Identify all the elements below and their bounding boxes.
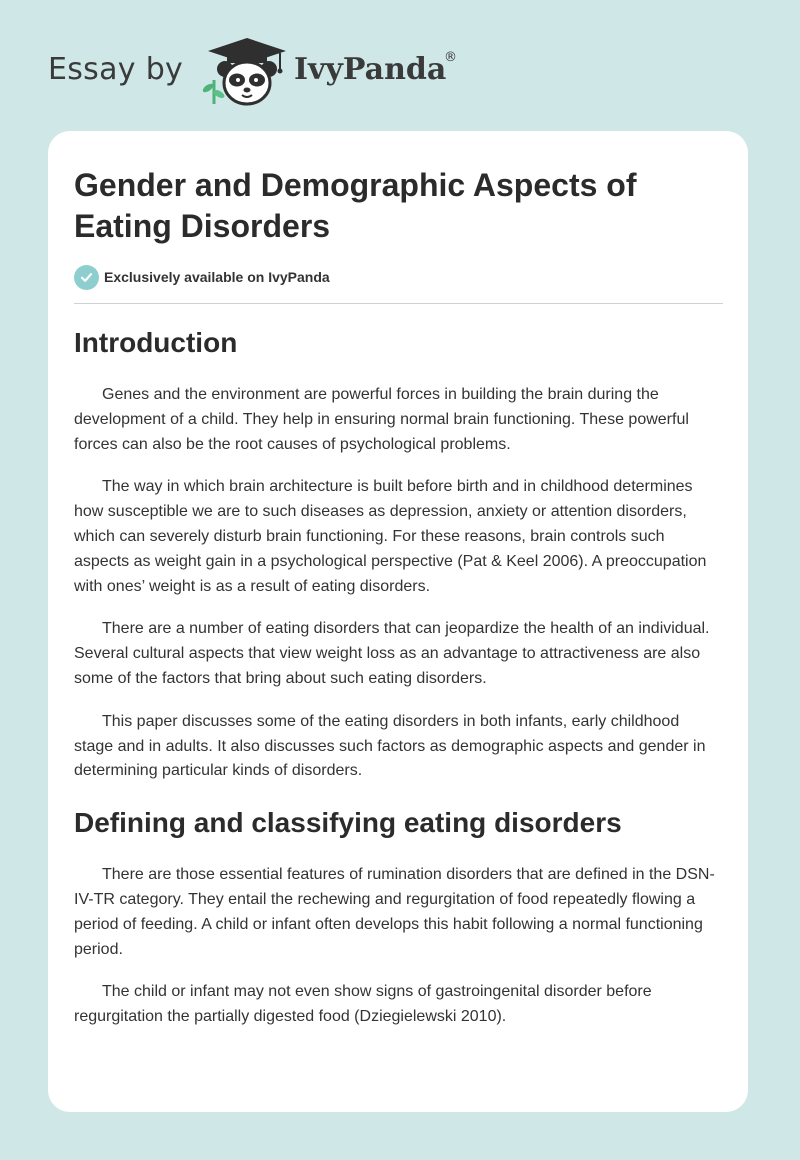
check-circle-icon [74,265,99,290]
paragraph: This paper discusses some of the eating disorders in both infants, early childhood stage and in adults. It also discusses such factors as demographic aspects and gender in determining particular kinds of disorders. [74,712,706,780]
brand-header [48,36,508,108]
section-defining-classifying [74,804,722,1030]
title-divider [74,303,723,304]
brand-name[interactable]: IvyPanda [294,52,447,87]
paragraph: The way in which brain architecture is built before birth and in childhood determines how susceptible we are to such diseases as depression, anxiety or attention disorders, which can severely disturb brain functioning. For these reasons, brain controls such aspects as weight gain in a psychological perspective (Pat & Keel 2006). A preoccupation with ones’ weight is as a result of eating disorders. [74,478,707,595]
essay-title: Gender and Demographic Aspects of Eating Disorders [74,167,637,244]
paragraph: There are a number of eating disorders that can jeopardize the health of an individual. Several cultural aspects that view weight loss as an advantage to attractiveness are also some of the factors that bring about such eating disorders. [74,620,710,687]
exclusive-badge [74,264,330,290]
section-introduction [74,324,722,784]
paragraph: There are those essential features of rumination disorders that are defined in the DSN-IV-TR category. They entail the rechewing and regurgitation of food repeatedly flowing a period of feeding. A child or infant often develops this habit following a normal functioning period. [74,866,715,958]
registered-mark: ® [444,50,457,65]
exclusive-label: Exclusively available on IvyPanda [104,269,330,285]
essay-card [48,131,748,1112]
brand-prefix: Essay by [48,52,184,87]
section-heading: Defining and classifying eating disorders [74,807,622,839]
section-heading: Introduction [74,327,238,358]
essay-body [74,324,722,1030]
paragraph: The child or infant may not even show signs of gastroingenital disorder before regurgitation the partially digested food (Dziegielewski 2010). [74,983,652,1026]
panda-graduate-logo-icon[interactable] [202,36,292,108]
paragraph: Genes and the environment are powerful forces in building the brain during the development of a child. They help in ensuring normal brain functioning. These powerful forces can also be the root causes of psychological problems. [74,386,689,453]
